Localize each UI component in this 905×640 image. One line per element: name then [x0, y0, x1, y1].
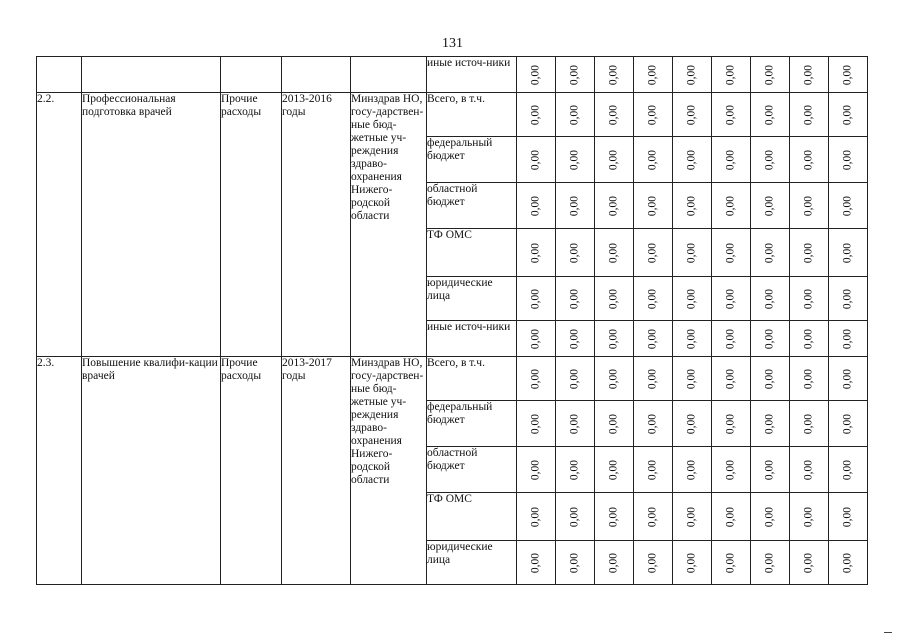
amount-value: 0,00	[529, 64, 542, 85]
amount-value: 0,00	[568, 506, 581, 527]
expense-type: Прочие расходы	[221, 357, 282, 585]
amount-cell	[556, 183, 595, 229]
amount-cell	[556, 493, 595, 541]
amount-value: 0,00	[568, 242, 581, 263]
amount-value: 0,00	[724, 552, 737, 573]
period: 2013-2017 годы	[282, 357, 351, 585]
amount-cell	[556, 137, 595, 183]
amount-value: 0,00	[841, 413, 854, 434]
amount-cell	[595, 183, 634, 229]
amount-cell	[829, 401, 868, 447]
amount-cell	[712, 321, 751, 357]
amount-value: 0,00	[724, 104, 737, 125]
amount-cell	[595, 447, 634, 493]
amount-value: 0,00	[841, 506, 854, 527]
amount-value: 0,00	[763, 368, 776, 389]
amount-value: 0,00	[607, 288, 620, 309]
amount-value: 0,00	[529, 104, 542, 125]
amount-cell	[829, 93, 868, 137]
amount-cell	[829, 493, 868, 541]
row-number: 2.2.	[37, 93, 82, 357]
funding-source: юридические лица	[427, 277, 517, 321]
amount-value: 0,00	[724, 506, 737, 527]
amount-value: 0,00	[802, 288, 815, 309]
amount-value: 0,00	[568, 64, 581, 85]
table-row	[37, 93, 868, 137]
amount-cell	[673, 401, 712, 447]
amount-cell	[790, 93, 829, 137]
amount-cell	[712, 137, 751, 183]
amount-cell	[790, 57, 829, 93]
amount-value: 0,00	[802, 242, 815, 263]
amount-cell	[517, 357, 556, 401]
amount-value: 0,00	[841, 288, 854, 309]
amount-value: 0,00	[763, 242, 776, 263]
amount-value: 0,00	[841, 64, 854, 85]
amount-cell	[712, 401, 751, 447]
amount-value: 0,00	[607, 104, 620, 125]
amount-value: 0,00	[529, 242, 542, 263]
amount-value: 0,00	[646, 413, 659, 434]
amount-cell	[751, 183, 790, 229]
amount-value: 0,00	[607, 368, 620, 389]
amount-cell	[790, 493, 829, 541]
amount-value: 0,00	[685, 242, 698, 263]
amount-cell	[673, 229, 712, 277]
amount-value: 0,00	[646, 104, 659, 125]
amount-cell	[829, 277, 868, 321]
amount-cell	[556, 447, 595, 493]
amount-cell	[634, 541, 673, 585]
amount-value: 0,00	[568, 552, 581, 573]
amount-cell	[751, 493, 790, 541]
amount-value: 0,00	[841, 328, 854, 349]
amount-cell	[595, 357, 634, 401]
funding-source: иные источ-ники	[427, 57, 517, 93]
amount-cell	[751, 447, 790, 493]
amount-value: 0,00	[763, 104, 776, 125]
amount-cell	[829, 321, 868, 357]
amount-cell	[829, 541, 868, 585]
amount-cell	[595, 57, 634, 93]
amount-value: 0,00	[529, 288, 542, 309]
measure-name: Профессиональная подготовка врачей	[82, 93, 221, 357]
funding-source: областной бюджет	[427, 183, 517, 229]
amount-value: 0,00	[841, 149, 854, 170]
amount-value: 0,00	[568, 104, 581, 125]
amount-cell	[634, 401, 673, 447]
amount-value: 0,00	[724, 64, 737, 85]
amount-value: 0,00	[802, 328, 815, 349]
amount-cell	[712, 229, 751, 277]
amount-value: 0,00	[568, 413, 581, 434]
amount-value: 0,00	[763, 506, 776, 527]
funding-source: юридические лица	[427, 541, 517, 585]
amount-value: 0,00	[646, 552, 659, 573]
amount-cell	[790, 277, 829, 321]
amount-cell	[829, 357, 868, 401]
amount-cell	[712, 493, 751, 541]
amount-value: 0,00	[685, 104, 698, 125]
amount-cell	[595, 321, 634, 357]
executor	[351, 57, 427, 93]
amount-cell	[517, 183, 556, 229]
amount-value: 0,00	[607, 328, 620, 349]
amount-cell	[790, 137, 829, 183]
amount-value: 0,00	[724, 413, 737, 434]
amount-value: 0,00	[529, 195, 542, 216]
measure-name	[82, 57, 221, 93]
amount-cell	[673, 357, 712, 401]
amount-cell	[517, 93, 556, 137]
amount-cell	[595, 93, 634, 137]
amount-cell	[634, 357, 673, 401]
amount-value: 0,00	[529, 368, 542, 389]
amount-cell	[751, 229, 790, 277]
amount-value: 0,00	[763, 64, 776, 85]
funding-source: областной бюджет	[427, 447, 517, 493]
amount-value: 0,00	[685, 459, 698, 480]
amount-value: 0,00	[607, 459, 620, 480]
amount-cell	[712, 447, 751, 493]
amount-value: 0,00	[802, 506, 815, 527]
amount-cell	[790, 321, 829, 357]
amount-value: 0,00	[685, 64, 698, 85]
amount-value: 0,00	[841, 104, 854, 125]
amount-cell	[712, 541, 751, 585]
amount-cell	[790, 541, 829, 585]
amount-cell	[634, 57, 673, 93]
amount-value: 0,00	[763, 288, 776, 309]
amount-cell	[829, 229, 868, 277]
amount-value: 0,00	[685, 195, 698, 216]
amount-value: 0,00	[607, 413, 620, 434]
amount-cell	[517, 447, 556, 493]
amount-cell	[751, 541, 790, 585]
amount-value: 0,00	[607, 242, 620, 263]
amount-value: 0,00	[724, 459, 737, 480]
amount-value: 0,00	[802, 413, 815, 434]
amount-value: 0,00	[646, 242, 659, 263]
table-row	[37, 57, 868, 93]
funding-source: Всего, в т.ч.	[427, 357, 517, 401]
amount-cell	[790, 183, 829, 229]
amount-value: 0,00	[763, 328, 776, 349]
amount-value: 0,00	[802, 368, 815, 389]
amount-cell	[712, 183, 751, 229]
executor: Минздрав НО, госу-дарствен-ные бюд-жетные уч-реждения здраво-охранения Нижего-родской области	[351, 93, 427, 357]
row-number	[37, 57, 82, 93]
budget-table	[36, 56, 868, 585]
amount-cell	[634, 493, 673, 541]
amount-value: 0,00	[724, 195, 737, 216]
amount-value: 0,00	[802, 104, 815, 125]
amount-value: 0,00	[841, 552, 854, 573]
amount-cell	[634, 137, 673, 183]
amount-cell	[673, 93, 712, 137]
amount-cell	[673, 57, 712, 93]
amount-cell	[790, 357, 829, 401]
amount-cell	[673, 277, 712, 321]
amount-value: 0,00	[646, 149, 659, 170]
amount-cell	[595, 137, 634, 183]
amount-cell	[556, 357, 595, 401]
amount-value: 0,00	[841, 459, 854, 480]
amount-value: 0,00	[607, 149, 620, 170]
funding-source: ТФ ОМС	[427, 493, 517, 541]
amount-cell	[751, 93, 790, 137]
amount-cell	[751, 321, 790, 357]
amount-cell	[829, 183, 868, 229]
amount-cell	[673, 183, 712, 229]
amount-cell	[634, 277, 673, 321]
amount-value: 0,00	[607, 506, 620, 527]
amount-cell	[556, 401, 595, 447]
amount-value: 0,00	[568, 195, 581, 216]
amount-value: 0,00	[646, 288, 659, 309]
amount-cell	[517, 321, 556, 357]
amount-value: 0,00	[568, 328, 581, 349]
amount-value: 0,00	[685, 288, 698, 309]
amount-cell	[634, 229, 673, 277]
funding-source: федеральный бюджет	[427, 137, 517, 183]
amount-cell	[517, 137, 556, 183]
amount-value: 0,00	[529, 459, 542, 480]
executor: Минздрав НО, госу-дарствен-ные бюд-жетные уч-реждения здраво-охранения Нижего-родской области	[351, 357, 427, 585]
period	[282, 57, 351, 93]
amount-cell	[751, 277, 790, 321]
amount-value: 0,00	[685, 149, 698, 170]
amount-value: 0,00	[763, 195, 776, 216]
page-number: 131	[442, 36, 463, 51]
amount-value: 0,00	[685, 506, 698, 527]
amount-cell	[556, 229, 595, 277]
amount-value: 0,00	[529, 552, 542, 573]
amount-value: 0,00	[763, 459, 776, 480]
amount-cell	[712, 357, 751, 401]
amount-cell	[517, 493, 556, 541]
amount-cell	[595, 229, 634, 277]
measure-name: Повышение квалифи-кации врачей	[82, 357, 221, 585]
amount-value: 0,00	[724, 149, 737, 170]
amount-cell	[556, 541, 595, 585]
amount-value: 0,00	[724, 288, 737, 309]
amount-cell	[634, 447, 673, 493]
amount-value: 0,00	[685, 368, 698, 389]
amount-cell	[790, 401, 829, 447]
amount-value: 0,00	[802, 149, 815, 170]
amount-cell	[556, 277, 595, 321]
expense-type	[221, 57, 282, 93]
row-number: 2.3.	[37, 357, 82, 585]
amount-cell	[673, 493, 712, 541]
amount-value: 0,00	[802, 552, 815, 573]
amount-cell	[751, 57, 790, 93]
amount-cell	[595, 401, 634, 447]
amount-cell	[595, 541, 634, 585]
amount-cell	[595, 493, 634, 541]
table-row	[37, 357, 868, 401]
amount-cell	[634, 321, 673, 357]
amount-cell	[673, 321, 712, 357]
amount-value: 0,00	[685, 552, 698, 573]
amount-cell	[556, 57, 595, 93]
amount-value: 0,00	[529, 506, 542, 527]
amount-value: 0,00	[802, 459, 815, 480]
amount-cell	[829, 137, 868, 183]
amount-cell	[517, 541, 556, 585]
amount-cell	[712, 277, 751, 321]
amount-value: 0,00	[568, 368, 581, 389]
amount-value: 0,00	[685, 413, 698, 434]
amount-value: 0,00	[646, 368, 659, 389]
amount-value: 0,00	[802, 195, 815, 216]
amount-value: 0,00	[724, 242, 737, 263]
page-edge-mark	[884, 632, 892, 637]
funding-source: иные источ-ники	[427, 321, 517, 357]
funding-source: Всего, в т.ч.	[427, 93, 517, 137]
amount-cell	[790, 447, 829, 493]
amount-value: 0,00	[568, 149, 581, 170]
funding-source: федеральный бюджет	[427, 401, 517, 447]
amount-cell	[712, 57, 751, 93]
amount-cell	[829, 57, 868, 93]
amount-value: 0,00	[802, 64, 815, 85]
amount-cell	[634, 93, 673, 137]
amount-value: 0,00	[724, 368, 737, 389]
amount-cell	[517, 401, 556, 447]
amount-value: 0,00	[763, 552, 776, 573]
amount-value: 0,00	[841, 195, 854, 216]
amount-value: 0,00	[607, 195, 620, 216]
amount-value: 0,00	[529, 149, 542, 170]
amount-value: 0,00	[763, 413, 776, 434]
amount-value: 0,00	[529, 328, 542, 349]
amount-cell	[517, 277, 556, 321]
amount-cell	[595, 277, 634, 321]
funding-source: ТФ ОМС	[427, 229, 517, 277]
amount-cell	[790, 229, 829, 277]
amount-cell	[829, 447, 868, 493]
amount-value: 0,00	[568, 288, 581, 309]
amount-cell	[673, 447, 712, 493]
amount-value: 0,00	[646, 506, 659, 527]
amount-value: 0,00	[685, 328, 698, 349]
amount-cell	[751, 137, 790, 183]
amount-cell	[517, 229, 556, 277]
amount-value: 0,00	[529, 413, 542, 434]
amount-cell	[751, 357, 790, 401]
amount-value: 0,00	[841, 368, 854, 389]
amount-cell	[517, 57, 556, 93]
amount-cell	[712, 93, 751, 137]
amount-value: 0,00	[646, 64, 659, 85]
amount-cell	[556, 321, 595, 357]
amount-value: 0,00	[607, 552, 620, 573]
amount-value: 0,00	[646, 459, 659, 480]
amount-value: 0,00	[841, 242, 854, 263]
amount-cell	[634, 183, 673, 229]
amount-value: 0,00	[646, 195, 659, 216]
amount-value: 0,00	[568, 459, 581, 480]
amount-value: 0,00	[724, 328, 737, 349]
amount-value: 0,00	[763, 149, 776, 170]
amount-value: 0,00	[646, 328, 659, 349]
amount-cell	[673, 541, 712, 585]
amount-cell	[556, 93, 595, 137]
amount-value: 0,00	[607, 64, 620, 85]
expense-type: Прочие расходы	[221, 93, 282, 357]
period: 2013-2016 годы	[282, 93, 351, 357]
amount-cell	[673, 137, 712, 183]
amount-cell	[751, 401, 790, 447]
